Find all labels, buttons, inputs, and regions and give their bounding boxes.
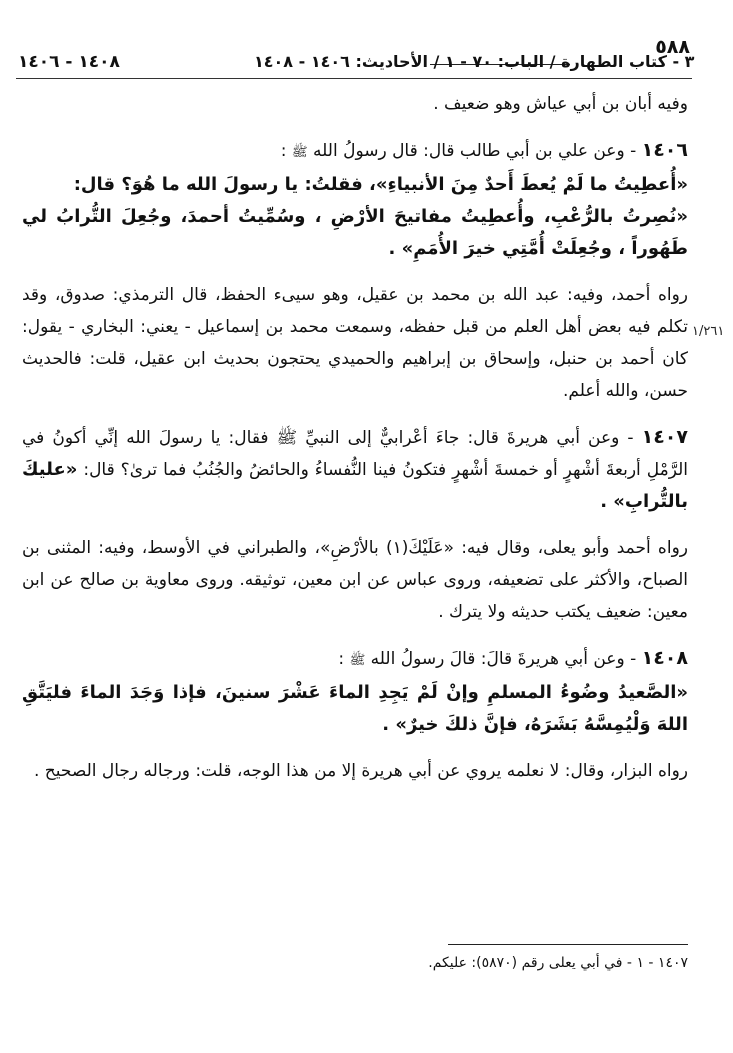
hadith-quote: «عليكَ بالتُّرابِ» . — [22, 459, 688, 512]
hadith-lead: - وعن أبي هريرةَ قالَ: قالَ رسولُ الله — [365, 649, 642, 669]
running-header — [18, 36, 695, 72]
intro-line: وفيه أبان بن أبي عياش وهو ضعيف . — [433, 94, 688, 114]
hadith-1407 — [22, 421, 688, 518]
hadith-text-1: «أُعطِيتُ ما لَمْ يُعطَ أَحدٌ مِنَ الأنبياءِ»، فقلتُ: يا رسولَ الله ما هُوَ؟ قال: — [73, 174, 688, 195]
header-hadith-range: ١٤٠٨ - ١٤٠٦ — [18, 52, 120, 72]
hadith-1406 — [22, 134, 688, 265]
hadith-number: ١٤٠٧ — [641, 426, 688, 448]
hadith-text: - وعن أبي هريرةَ قال: جاءَ أعْرابيٌّ إلى النبيِّ ﷺ فقال: يا رسولَ الله إنِّي أكونُ في الرَّمْلِ أربعةَ أشْهرٍ أو خمسةَ أشْهرٍ فتكونُ فينا النُّفساءُ والحائضُ والجُنُبُ فما ترىٰ؟ قال: — [22, 428, 688, 480]
margin-reference: ١/٢٦١ — [692, 324, 725, 339]
salla-glyph: ﷺ — [349, 653, 366, 668]
footnote-rule — [448, 944, 688, 945]
hadith-1408 — [22, 642, 688, 741]
commentary-1407: رواه أحمد وأبو يعلى، وقال فيه: «عَلَيْكَ(١) بالأرْضِ»، والطبراني في الأوسط، وفيه: المثنى بن الصباح، والأكثر على تضعيفه، وروى عباس عن ابن معين، توثيقه. وروى معاوية بن صالح عن ابن معين: ضعيف يكتب حديثه ولا يترك . — [22, 538, 688, 622]
salla-glyph: ﷺ — [291, 145, 308, 160]
hadith-number: ١٤٠٨ — [641, 647, 688, 669]
hadith-text: «الصَّعيدُ وضُوءُ المسلمِ وإنْ لَمْ يَجِدِ الماءَ عَشْرَ سنينَ، فإذا وَجَدَ الماءَ فليَتَّقِ اللهَ وَلْيُمِسَّهُ بَشَرَهُ، فإنَّ ذلكَ خيرٌ» . — [22, 682, 688, 735]
commentary-1406: رواه أحمد، وفيه: عبد الله بن محمد بن عقيل، وهو سيىء الحفظ، قال الترمذي: صدوق، وقد تكلم فيه بعض أهل العلم من قبل حفظه، وسمعت محمد بن إسماعيل - يعني: البخاري - يقول: كان أحمد بن حنبل، وإسحاق بن إبراهيم والحميدي يحتجون بحديث ابن عقيل، قلت: فالحديث حسن، والله أعلم. — [22, 285, 688, 401]
header-underline — [16, 78, 692, 79]
hadith-text-2: «نُصِرتُ بالرُّعْبِ، وأُعطِيتُ مفاتيحَ الأرْضِ ، وسُمِّيتُ أحمدَ، وجُعِلَ التُّرابُ لي طَهُوراً ، وجُعِلَتْ أُمَّتِي خيرَ الأُمَمِ» . — [22, 206, 688, 259]
hadith-lead-end: : — [338, 649, 350, 669]
hadith-lead: - وعن علي بن أبي طالب قال: قال رسولُ الله — [307, 141, 642, 161]
hadith-number: ١٤٠٦ — [641, 139, 688, 161]
commentary-1408: رواه البزار، وقال: لا نعلمه يروي عن أبي هريرة إلا من هذا الوجه، قلت: ورجاله رجال الصحيح . — [33, 761, 688, 781]
page-number: ٥٨٨ — [655, 36, 690, 58]
main-text — [22, 88, 688, 801]
header-title: ٣ - كتاب الطهارة / الباب: ٧٠ - ١ / الأحاديث: ١٤٠٦ - ١٤٠٨ — [254, 52, 695, 71]
footnote: ١٤٠٧ - ١ - في أبي يعلى رقم (٥٨٧٠): عليكم. — [428, 955, 688, 971]
hadith-lead-end: : — [280, 141, 292, 161]
